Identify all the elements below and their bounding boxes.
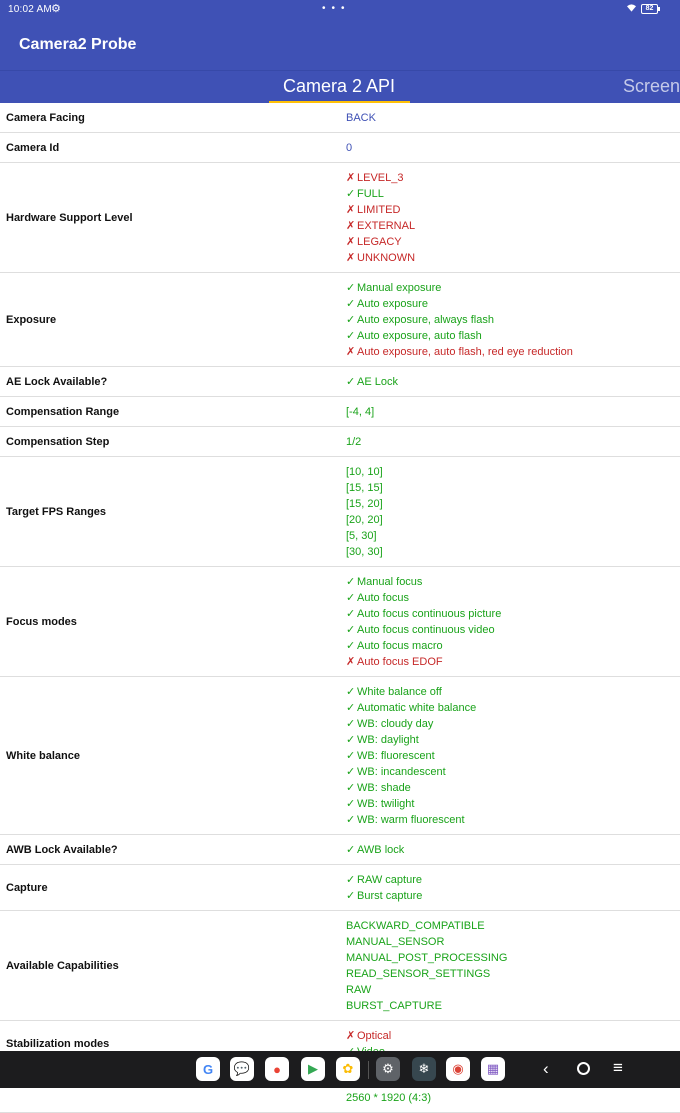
cross-icon: ✗: [346, 220, 356, 232]
property-value: [346, 780, 680, 796]
property-label: Capture: [6, 882, 48, 894]
property-value-text: EXTERNAL: [357, 220, 416, 232]
property-value: [346, 732, 680, 748]
property-label: White balance: [6, 750, 80, 762]
check-icon: ✓: [346, 718, 356, 730]
property-values: [346, 918, 680, 1014]
property-row: [0, 397, 680, 427]
property-value-text: UNKNOWN: [357, 252, 416, 264]
property-value: [346, 528, 680, 544]
property-value: [346, 764, 680, 780]
property-value: [346, 512, 680, 528]
property-row: [0, 133, 680, 163]
property-row: [0, 163, 680, 273]
back-icon[interactable]: ‹: [543, 1059, 549, 1078]
property-values: [346, 140, 680, 156]
property-value: [346, 796, 680, 812]
property-value-text: Auto focus EDOF: [357, 656, 443, 668]
property-value: [346, 700, 680, 716]
check-icon: ✓: [346, 376, 356, 388]
property-value: [346, 716, 680, 732]
property-row: [0, 103, 680, 133]
property-value-text: [5, 30]: [346, 530, 377, 542]
property-value: [346, 296, 680, 312]
property-value-text: Auto exposure: [357, 298, 428, 310]
property-value-text: LEVEL_3: [357, 172, 404, 184]
property-value-text: 1/2: [346, 436, 362, 448]
property-values: [346, 842, 680, 858]
property-value-text: Auto exposure, auto flash: [357, 330, 482, 342]
snowflake-app-icon[interactable]: ❄: [412, 1057, 436, 1081]
property-value-text: [15, 20]: [346, 498, 383, 510]
property-value: [346, 480, 680, 496]
property-value-text: AWB lock: [357, 844, 405, 856]
status-time: 10:02 AM: [8, 4, 52, 15]
property-label: Compensation Range: [6, 406, 120, 418]
property-value: [346, 982, 680, 998]
property-values: [346, 684, 680, 828]
cross-icon: ✗: [346, 1030, 356, 1042]
property-value-text: BACKWARD_COMPATIBLE: [346, 920, 485, 932]
check-icon: ✓: [346, 798, 356, 810]
check-icon: ✓: [346, 608, 356, 620]
property-value: [346, 638, 680, 654]
camera-properties-list[interactable]: [0, 103, 680, 1104]
property-value: [346, 842, 680, 858]
property-value-text: Manual focus: [357, 576, 423, 588]
property-row: [0, 273, 680, 367]
property-value-text: [-4, 4]: [346, 406, 375, 418]
property-values: [346, 464, 680, 560]
property-value-text: Manual exposure: [357, 282, 442, 294]
check-icon: ✓: [346, 890, 356, 902]
battery-icon: 82: [641, 4, 658, 14]
property-value: [346, 590, 680, 606]
property-value: [346, 684, 680, 700]
property-value: [346, 404, 680, 420]
check-icon: ✓: [346, 592, 356, 604]
check-icon: ✓: [346, 282, 356, 294]
google-icon[interactable]: G: [196, 1057, 220, 1081]
check-icon: ✓: [346, 624, 356, 636]
property-value: [346, 998, 680, 1014]
property-value: [346, 328, 680, 344]
property-value-text: [10, 10]: [346, 466, 383, 478]
property-value: [346, 140, 680, 156]
check-icon: ✓: [346, 766, 356, 778]
app-bar: [0, 20, 680, 70]
property-values: [346, 434, 680, 450]
check-icon: ✓: [346, 844, 356, 856]
property-value: [346, 544, 680, 560]
property-label: AWB Lock Available?: [6, 844, 118, 856]
check-icon: ✓: [346, 314, 356, 326]
property-value: [346, 574, 680, 590]
property-label: AE Lock Available?: [6, 376, 108, 388]
cross-icon: ✗: [346, 204, 356, 216]
check-icon: ✓: [346, 814, 356, 826]
property-value-text: Auto focus macro: [357, 640, 443, 652]
more-dots-icon[interactable]: •••: [322, 3, 351, 14]
property-values: [346, 404, 680, 420]
photos-icon[interactable]: ✿: [336, 1057, 360, 1081]
property-value: [346, 250, 680, 266]
check-icon: ✓: [346, 782, 356, 794]
property-value: [346, 622, 680, 638]
property-value: [346, 202, 680, 218]
property-values: [346, 110, 680, 126]
property-value: [346, 872, 680, 888]
property-row: [0, 835, 680, 865]
property-row: [0, 457, 680, 567]
property-label: Focus modes: [6, 616, 77, 628]
property-value: [346, 110, 680, 126]
property-values: [346, 170, 680, 266]
assistant-icon[interactable]: ●: [265, 1057, 289, 1081]
status-bar: [0, 0, 680, 20]
property-value: [346, 1028, 680, 1044]
check-icon: ✓: [346, 702, 356, 714]
check-icon: ✓: [346, 734, 356, 746]
property-value-text: WB: cloudy day: [357, 718, 434, 730]
property-row: [0, 367, 680, 397]
property-value-text: WB: daylight: [357, 734, 419, 746]
check-icon: ✓: [346, 750, 356, 762]
check-icon: ✓: [346, 686, 356, 698]
check-icon: ✓: [346, 298, 356, 310]
property-value: [346, 918, 680, 934]
property-row: [0, 677, 680, 835]
check-icon: ✓: [346, 330, 356, 342]
property-value-text: Auto exposure, always flash: [357, 314, 494, 326]
check-icon: ✓: [346, 576, 356, 588]
cross-icon: ✗: [346, 252, 356, 264]
check-icon: ✓: [346, 188, 356, 200]
check-icon: ✓: [346, 640, 356, 652]
property-label: Stabilization modes: [6, 1038, 110, 1050]
property-value-text: Burst capture: [357, 890, 423, 902]
property-value: [346, 1090, 680, 1106]
property-label: Compensation Step: [6, 436, 110, 448]
property-label: Target FPS Ranges: [6, 506, 107, 518]
settings-icon[interactable]: ⚙: [376, 1057, 400, 1081]
wifi-icon: [627, 4, 636, 12]
property-value: [346, 888, 680, 904]
property-value-text: BURST_CAPTURE: [346, 1000, 442, 1012]
property-value-text: FULL: [357, 188, 384, 200]
property-value: [346, 186, 680, 202]
property-value-text: BACK: [346, 112, 376, 124]
property-label: Hardware Support Level: [6, 212, 133, 224]
property-value: [346, 464, 680, 480]
property-values: [346, 872, 680, 904]
property-label: Camera Id: [6, 142, 60, 154]
menu-icon[interactable]: ≡: [613, 1058, 623, 1077]
property-value: [346, 312, 680, 328]
property-value-text: Optical: [357, 1030, 392, 1042]
property-row: [0, 865, 680, 911]
property-value-text: 0: [346, 142, 353, 154]
property-value: [346, 218, 680, 234]
messages-icon[interactable]: 💬: [230, 1057, 254, 1081]
app-grid-icon[interactable]: ▦: [481, 1057, 505, 1081]
property-value-text: Auto focus: [357, 592, 409, 604]
taskbar-divider: [368, 1061, 369, 1079]
property-value: [346, 966, 680, 982]
property-value-text: WB: shade: [357, 782, 411, 794]
property-value: [346, 234, 680, 250]
property-value-text: LEGACY: [357, 236, 402, 248]
cross-icon: ✗: [346, 236, 356, 248]
taskbar: [0, 1051, 680, 1088]
property-value: [346, 170, 680, 186]
property-value-text: MANUAL_SENSOR: [346, 936, 445, 948]
tab-camera2-api[interactable]: Camera 2 API: [283, 76, 396, 96]
tab-screen[interactable]: Screen: [623, 76, 680, 96]
property-value: [346, 434, 680, 450]
property-value: [346, 606, 680, 622]
property-label: Exposure: [6, 314, 57, 326]
property-value-text: Auto focus continuous picture: [357, 608, 502, 620]
property-value: [346, 374, 680, 390]
property-value-text: RAW capture: [357, 874, 423, 886]
property-row: [0, 911, 680, 1021]
chrome-icon[interactable]: ◉: [446, 1057, 470, 1081]
property-value: [346, 812, 680, 828]
property-value-text: RAW: [346, 984, 372, 996]
app-title: Camera2 Probe: [19, 36, 137, 53]
property-value-text: Auto exposure, auto flash, red eye reduction: [357, 346, 573, 358]
property-value: [346, 654, 680, 670]
property-value: [346, 344, 680, 360]
property-value-text: [20, 20]: [346, 514, 383, 526]
property-value-text: WB: twilight: [357, 798, 415, 810]
property-label: Available Capabilities: [6, 960, 119, 972]
property-value: [346, 496, 680, 512]
property-value-text: Automatic white balance: [357, 702, 477, 714]
play-store-icon[interactable]: ▶: [301, 1057, 325, 1081]
property-values: [346, 374, 680, 390]
tab-bar: [0, 70, 680, 103]
property-value-text: 2560 * 1920 (4:3): [346, 1092, 432, 1104]
property-value: [346, 748, 680, 764]
property-value-text: READ_SENSOR_SETTINGS: [346, 968, 491, 980]
property-value-text: LIMITED: [357, 204, 401, 216]
settings-gear-icon: ⚙: [51, 3, 61, 15]
property-value: [346, 934, 680, 950]
property-label: Camera Facing: [6, 112, 85, 124]
cross-icon: ✗: [346, 172, 356, 184]
cross-icon: ✗: [346, 656, 356, 668]
property-values: [346, 280, 680, 360]
property-value: [346, 950, 680, 966]
property-value-text: AE Lock: [357, 376, 398, 388]
home-icon[interactable]: [577, 1062, 590, 1075]
property-value: [346, 280, 680, 296]
property-values: [346, 574, 680, 670]
property-value-text: WB: fluorescent: [357, 750, 435, 762]
property-value-text: [30, 30]: [346, 546, 383, 558]
property-value-text: [15, 15]: [346, 482, 383, 494]
check-icon: ✓: [346, 874, 356, 886]
property-value-text: White balance off: [357, 686, 442, 698]
property-row: [0, 427, 680, 457]
property-value-text: WB: warm fluorescent: [357, 814, 465, 826]
property-value-text: Auto focus continuous video: [357, 624, 495, 636]
property-value-text: WB: incandescent: [357, 766, 446, 778]
property-value-text: MANUAL_POST_PROCESSING: [346, 952, 508, 964]
cross-icon: ✗: [346, 346, 356, 358]
property-row: [0, 567, 680, 677]
